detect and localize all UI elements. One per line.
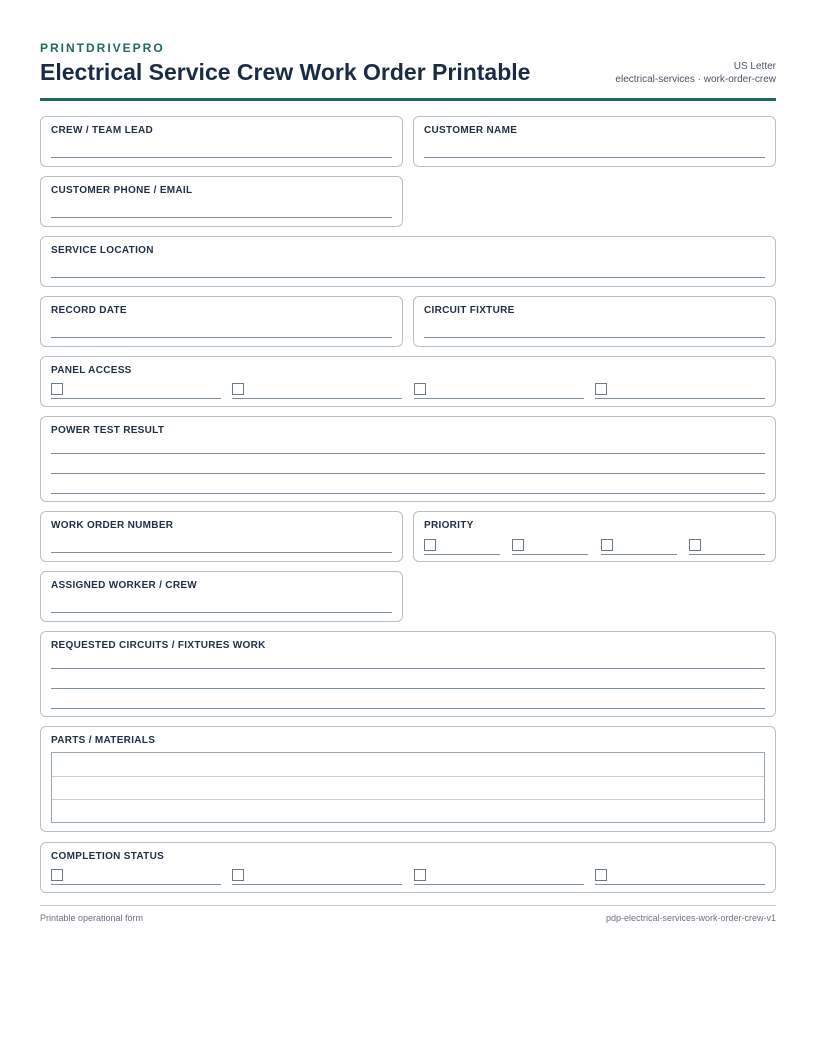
form-header: [40, 0, 776, 101]
completion-status-checkbox[interactable]: [51, 869, 63, 881]
panel-access-option: [232, 383, 402, 399]
priority-option: [601, 539, 677, 555]
customer-contact-input-line[interactable]: [51, 217, 392, 218]
work-order-page: [40, 0, 776, 923]
panel-access-option: [595, 383, 765, 399]
completion-status-option: [232, 869, 402, 885]
priority-field: [413, 511, 776, 562]
priority-checkbox[interactable]: [512, 539, 524, 551]
paper-size: US Letter: [733, 61, 776, 72]
completion-status-option: [51, 869, 221, 885]
form-id: pdp-electrical-services-work-order-crew-v1: [605, 913, 776, 923]
panel-access-checkbox[interactable]: [595, 383, 607, 395]
power-test-result-label: POWER TEST RESULT: [51, 425, 165, 436]
priority-option: [689, 539, 765, 555]
completion-status-checkbox[interactable]: [414, 869, 426, 881]
requested-work-label: REQUESTED CIRCUITS / FIXTURES WORK: [51, 640, 266, 651]
customer-name-input-line[interactable]: [424, 157, 765, 158]
panel-access-checkbox[interactable]: [232, 383, 244, 395]
service-location-label: SERVICE LOCATION: [51, 245, 154, 256]
power-test-line-3[interactable]: [51, 493, 765, 494]
crew-lead-label: CREW / TEAM LEAD: [51, 125, 154, 136]
form-meta: [615, 60, 776, 86]
parts-materials-field: [40, 726, 776, 832]
crew-lead-field: [40, 116, 403, 167]
circuit-fixture-input-line[interactable]: [424, 337, 765, 338]
service-location-input-line[interactable]: [51, 277, 765, 278]
power-test-line-1[interactable]: [51, 453, 765, 454]
priority-checkbox[interactable]: [424, 539, 436, 551]
table-row-divider: [52, 776, 764, 777]
footer-label: Printable operational form: [40, 913, 144, 923]
power-test-line-2[interactable]: [51, 473, 765, 474]
panel-access-option: [414, 383, 584, 399]
record-date-input-line[interactable]: [51, 337, 392, 338]
completion-status-checkbox[interactable]: [595, 869, 607, 881]
brand-name: PRINTDRIVEPRO: [40, 41, 165, 55]
panel-access-field: [40, 356, 776, 407]
customer-name-label: CUSTOMER NAME: [424, 125, 518, 136]
assigned-worker-input-line[interactable]: [51, 612, 392, 613]
power-test-result-field: [40, 416, 776, 502]
requested-work-field: [40, 631, 776, 717]
completion-status-option: [595, 869, 765, 885]
work-order-number-field: [40, 511, 403, 562]
table-row-divider: [52, 799, 764, 800]
panel-access-label: PANEL ACCESS: [51, 365, 132, 376]
completion-status-option: [414, 869, 584, 885]
customer-contact-label: CUSTOMER PHONE / EMAIL: [51, 185, 193, 196]
priority-checkbox[interactable]: [601, 539, 613, 551]
record-date-label: RECORD DATE: [51, 305, 127, 316]
parts-materials-label: PARTS / MATERIALS: [51, 735, 156, 746]
page-title: Electrical Service Crew Work Order Printable: [40, 59, 531, 85]
circuit-fixture-label: CIRCUIT FIXTURE: [424, 305, 515, 316]
work-order-number-label: WORK ORDER NUMBER: [51, 520, 174, 531]
form-tags: electrical-services · work-order-crew: [615, 74, 776, 85]
assigned-worker-label: ASSIGNED WORKER / CREW: [51, 580, 198, 591]
requested-work-line-3[interactable]: [51, 708, 765, 709]
panel-access-checkbox[interactable]: [51, 383, 63, 395]
assigned-worker-field: [40, 571, 403, 622]
crew-lead-input-line[interactable]: [51, 157, 392, 158]
footer-divider: [40, 905, 776, 906]
completion-status-label: COMPLETION STATUS: [51, 851, 165, 862]
priority-checkbox[interactable]: [689, 539, 701, 551]
parts-materials-table[interactable]: [51, 752, 765, 823]
work-order-number-input-line[interactable]: [51, 552, 392, 553]
requested-work-line-1[interactable]: [51, 668, 765, 669]
panel-access-checkbox[interactable]: [414, 383, 426, 395]
record-date-field: [40, 296, 403, 347]
customer-contact-field: [40, 176, 403, 227]
circuit-fixture-field: [413, 296, 776, 347]
priority-label: PRIORITY: [424, 520, 474, 531]
completion-status-field: [40, 842, 776, 893]
priority-option: [512, 539, 588, 555]
completion-status-checkbox[interactable]: [232, 869, 244, 881]
priority-option: [424, 539, 500, 555]
customer-name-field: [413, 116, 776, 167]
requested-work-line-2[interactable]: [51, 688, 765, 689]
panel-access-option: [51, 383, 221, 399]
service-location-field: [40, 236, 776, 287]
